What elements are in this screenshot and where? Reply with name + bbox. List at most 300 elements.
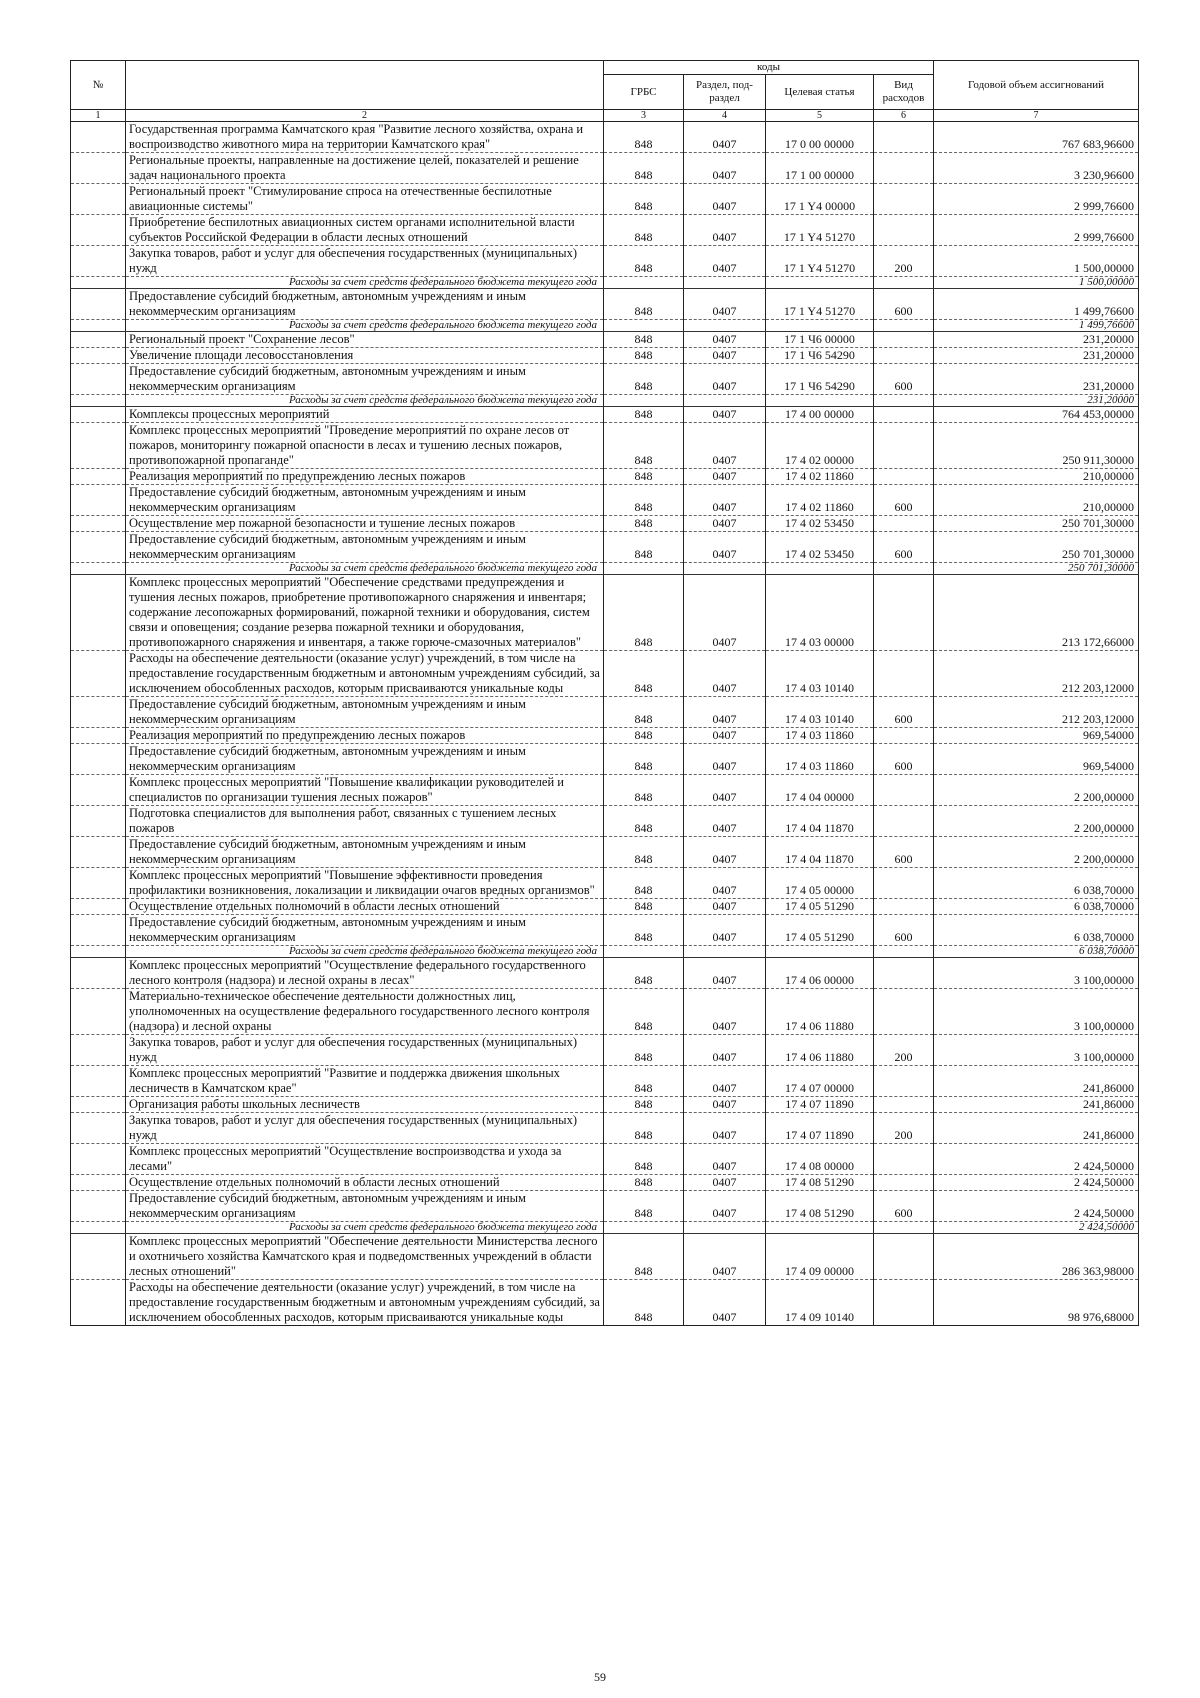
table-row — [71, 1035, 1139, 1066]
amount-cell: 241,86000 — [934, 1066, 1139, 1097]
grbs-cell: 848 — [604, 516, 684, 532]
target-cell: 17 1 Ч6 54290 — [766, 364, 874, 395]
table-row — [71, 532, 1139, 563]
row-number-cell — [71, 485, 126, 516]
target-cell: 17 1 Y4 51270 — [766, 246, 874, 277]
row-name-cell: Осуществление отдельных полномочий в области лесных отношений — [126, 1175, 604, 1191]
target-cell: 17 4 02 11860 — [766, 485, 874, 516]
grbs-cell: 848 — [604, 532, 684, 563]
row-name-cell: Осуществление мер пожарной безопасности и тушение лесных пожаров — [126, 516, 604, 532]
vid-cell — [874, 946, 934, 958]
header-grbs: ГРБС — [604, 75, 684, 110]
target-cell: 17 4 00 00000 — [766, 407, 874, 423]
grbs-cell — [604, 1222, 684, 1234]
vid-cell — [874, 1097, 934, 1113]
razdel-cell: 0407 — [684, 485, 766, 516]
column-index: 7 — [934, 110, 1139, 122]
target-cell — [766, 563, 874, 575]
table-row — [71, 744, 1139, 775]
row-name-cell: Предоставление субсидий бюджетным, автономным учреждениям и иным некоммерческим организациям — [126, 485, 604, 516]
target-cell: 17 4 03 10140 — [766, 651, 874, 697]
razdel-cell: 0407 — [684, 1113, 766, 1144]
grbs-cell: 848 — [604, 184, 684, 215]
razdel-cell: 0407 — [684, 697, 766, 728]
table-row — [71, 184, 1139, 215]
row-number-cell — [71, 407, 126, 423]
target-cell: 17 4 04 11870 — [766, 837, 874, 868]
razdel-cell: 0407 — [684, 806, 766, 837]
target-cell: 17 4 08 51290 — [766, 1191, 874, 1222]
grbs-cell: 848 — [604, 469, 684, 485]
row-number-cell — [71, 575, 126, 651]
grbs-cell: 848 — [604, 215, 684, 246]
row-name-cell: Комплекс процессных мероприятий "Повышение эффективности проведения профилактики возникновения, локализации и ликвидации очагов вредных организмов" — [126, 868, 604, 899]
razdel-cell: 0407 — [684, 469, 766, 485]
row-number-cell — [71, 651, 126, 697]
table-row — [71, 122, 1139, 153]
razdel-cell: 0407 — [684, 1191, 766, 1222]
vid-cell — [874, 122, 934, 153]
row-number-cell — [71, 915, 126, 946]
funding-note-row — [71, 946, 1139, 958]
row-name-cell: Приобретение беспилотных авиационных систем органами исполнительной власти субъектов Российской Федерации в области лесных отношений — [126, 215, 604, 246]
header-no: № — [71, 61, 126, 110]
vid-cell — [874, 958, 934, 989]
razdel-cell: 0407 — [684, 215, 766, 246]
grbs-cell: 848 — [604, 1280, 684, 1326]
target-cell: 17 4 06 11880 — [766, 1035, 874, 1066]
razdel-cell: 0407 — [684, 246, 766, 277]
grbs-cell: 848 — [604, 1144, 684, 1175]
grbs-cell: 848 — [604, 744, 684, 775]
grbs-cell — [604, 277, 684, 289]
grbs-cell: 848 — [604, 332, 684, 348]
row-name-cell: Организация работы школьных лесничеств — [126, 1097, 604, 1113]
razdel-cell: 0407 — [684, 868, 766, 899]
grbs-cell: 848 — [604, 1035, 684, 1066]
row-name-cell: Увеличение площади лесовосстановления — [126, 348, 604, 364]
target-cell: 17 1 Y4 51270 — [766, 289, 874, 320]
razdel-cell — [684, 395, 766, 407]
razdel-cell: 0407 — [684, 122, 766, 153]
amount-cell: 1 500,00000 — [934, 277, 1139, 289]
target-cell: 17 4 05 51290 — [766, 915, 874, 946]
target-cell — [766, 1222, 874, 1234]
amount-cell: 2 424,50000 — [934, 1175, 1139, 1191]
amount-cell: 250 701,30000 — [934, 516, 1139, 532]
target-cell: 17 4 08 00000 — [766, 1144, 874, 1175]
razdel-cell — [684, 563, 766, 575]
row-number-cell — [71, 469, 126, 485]
column-index: 4 — [684, 110, 766, 122]
table-row — [71, 1113, 1139, 1144]
row-name-cell: Осуществление отдельных полномочий в области лесных отношений — [126, 899, 604, 915]
row-name-cell: Предоставление субсидий бюджетным, автономным учреждениям и иным некоммерческим организациям — [126, 744, 604, 775]
grbs-cell: 848 — [604, 485, 684, 516]
razdel-cell: 0407 — [684, 364, 766, 395]
row-number-cell — [71, 423, 126, 469]
table-row — [71, 215, 1139, 246]
vid-cell — [874, 215, 934, 246]
target-cell: 17 4 02 11860 — [766, 469, 874, 485]
target-cell: 17 4 08 51290 — [766, 1175, 874, 1191]
grbs-cell: 848 — [604, 837, 684, 868]
table-row — [71, 246, 1139, 277]
razdel-cell: 0407 — [684, 516, 766, 532]
target-cell: 17 4 05 51290 — [766, 899, 874, 915]
vid-cell — [874, 516, 934, 532]
row-number-cell — [71, 153, 126, 184]
razdel-cell: 0407 — [684, 775, 766, 806]
target-cell: 17 4 09 00000 — [766, 1234, 874, 1280]
grbs-cell: 848 — [604, 246, 684, 277]
funding-note-row — [71, 320, 1139, 332]
target-cell: 17 4 07 11890 — [766, 1113, 874, 1144]
target-cell — [766, 946, 874, 958]
amount-cell: 2 200,00000 — [934, 806, 1139, 837]
grbs-cell — [604, 946, 684, 958]
row-number-cell — [71, 532, 126, 563]
table-row — [71, 485, 1139, 516]
vid-cell — [874, 775, 934, 806]
header-vid: Вид расходов — [874, 75, 934, 110]
razdel-cell: 0407 — [684, 915, 766, 946]
row-number-cell — [71, 946, 126, 958]
vid-cell: 600 — [874, 697, 934, 728]
row-name-cell: Закупка товаров, работ и услуг для обеспечения государственных (муниципальных) нужд — [126, 1035, 604, 1066]
amount-cell: 250 911,30000 — [934, 423, 1139, 469]
amount-cell: 6 038,70000 — [934, 868, 1139, 899]
column-index: 1 — [71, 110, 126, 122]
vid-cell: 600 — [874, 364, 934, 395]
row-number-cell — [71, 899, 126, 915]
amount-cell: 3 230,96600 — [934, 153, 1139, 184]
razdel-cell: 0407 — [684, 958, 766, 989]
column-index: 3 — [604, 110, 684, 122]
vid-cell — [874, 1175, 934, 1191]
table-row — [71, 469, 1139, 485]
grbs-cell: 848 — [604, 1113, 684, 1144]
razdel-cell: 0407 — [684, 989, 766, 1035]
row-number-cell — [71, 806, 126, 837]
vid-cell: 600 — [874, 289, 934, 320]
vid-cell: 600 — [874, 532, 934, 563]
row-number-cell — [71, 744, 126, 775]
grbs-cell: 848 — [604, 899, 684, 915]
amount-cell: 250 701,30000 — [934, 563, 1139, 575]
table-row — [71, 364, 1139, 395]
vid-cell — [874, 1222, 934, 1234]
grbs-cell: 848 — [604, 989, 684, 1035]
vid-cell — [874, 575, 934, 651]
grbs-cell: 848 — [604, 868, 684, 899]
razdel-cell: 0407 — [684, 423, 766, 469]
target-cell: 17 4 03 00000 — [766, 575, 874, 651]
grbs-cell: 848 — [604, 1097, 684, 1113]
grbs-cell: 848 — [604, 1175, 684, 1191]
target-cell: 17 4 03 11860 — [766, 728, 874, 744]
target-cell: 17 4 06 00000 — [766, 958, 874, 989]
amount-cell: 213 172,66000 — [934, 575, 1139, 651]
target-cell — [766, 395, 874, 407]
row-name-cell: Предоставление субсидий бюджетным, автономным учреждениям и иным некоммерческим организациям — [126, 837, 604, 868]
budget-table — [70, 60, 1139, 1326]
table-row — [71, 899, 1139, 915]
amount-cell: 241,86000 — [934, 1113, 1139, 1144]
row-number-cell — [71, 320, 126, 332]
budget-table-sheet — [70, 60, 1138, 1326]
razdel-cell: 0407 — [684, 289, 766, 320]
amount-cell: 2 424,50000 — [934, 1144, 1139, 1175]
funding-note-row — [71, 277, 1139, 289]
amount-cell: 764 453,00000 — [934, 407, 1139, 423]
vid-cell — [874, 320, 934, 332]
row-number-cell — [71, 563, 126, 575]
row-number-cell — [71, 332, 126, 348]
header-razdel: Раздел, под-раздел — [684, 75, 766, 110]
vid-cell: 200 — [874, 1113, 934, 1144]
amount-cell: 3 100,00000 — [934, 989, 1139, 1035]
razdel-cell: 0407 — [684, 728, 766, 744]
table-row — [71, 1097, 1139, 1113]
table-row — [71, 407, 1139, 423]
table-row — [71, 915, 1139, 946]
row-name-cell: Комплексы процессных мероприятий — [126, 407, 604, 423]
row-number-cell — [71, 1097, 126, 1113]
amount-cell: 231,20000 — [934, 395, 1139, 407]
grbs-cell: 848 — [604, 958, 684, 989]
row-name-cell: Комплекс процессных мероприятий "Повышение квалификации руководителей и специалистов по организации тушения лесных пожаров" — [126, 775, 604, 806]
amount-cell: 3 100,00000 — [934, 1035, 1139, 1066]
vid-cell — [874, 806, 934, 837]
vid-cell: 200 — [874, 1035, 934, 1066]
razdel-cell: 0407 — [684, 575, 766, 651]
grbs-cell: 848 — [604, 364, 684, 395]
razdel-cell: 0407 — [684, 407, 766, 423]
row-name-cell: Расходы на обеспечение деятельности (оказание услуг) учреждений, в том числе на предоставление государственным бюджетным и автономным учреждениям субсидий, за исключением обособленных расходов, которым присваиваются уникальные коды — [126, 1280, 604, 1326]
budget-rows — [71, 122, 1139, 1326]
grbs-cell: 848 — [604, 775, 684, 806]
amount-cell: 98 976,68000 — [934, 1280, 1139, 1326]
row-number-cell — [71, 1175, 126, 1191]
row-name-cell: Расходы на обеспечение деятельности (оказание услуг) учреждений, в том числе на предоставление государственным бюджетным и автономным учреждениям субсидий, за исключением обособленных расходов, которым присваиваются уникальные коды — [126, 651, 604, 697]
row-name-cell: Предоставление субсидий бюджетным, автономным учреждениям и иным некоммерческим организациям — [126, 532, 604, 563]
row-number-cell — [71, 868, 126, 899]
row-number-cell — [71, 277, 126, 289]
razdel-cell: 0407 — [684, 1280, 766, 1326]
row-number-cell — [71, 775, 126, 806]
table-row — [71, 1280, 1139, 1326]
table-row — [71, 1191, 1139, 1222]
grbs-cell: 848 — [604, 806, 684, 837]
table-row — [71, 651, 1139, 697]
column-index: 5 — [766, 110, 874, 122]
grbs-cell: 848 — [604, 407, 684, 423]
target-cell: 17 4 09 10140 — [766, 1280, 874, 1326]
amount-cell: 2 999,76600 — [934, 215, 1139, 246]
amount-cell: 210,00000 — [934, 469, 1139, 485]
amount-cell: 231,20000 — [934, 332, 1139, 348]
razdel-cell: 0407 — [684, 184, 766, 215]
vid-cell — [874, 563, 934, 575]
row-name-cell: Расходы за счет средств федерального бюджета текущего года — [126, 320, 604, 332]
vid-cell — [874, 1234, 934, 1280]
amount-cell: 2 424,50000 — [934, 1191, 1139, 1222]
target-cell: 17 1 Y4 00000 — [766, 184, 874, 215]
table-row — [71, 516, 1139, 532]
razdel-cell: 0407 — [684, 744, 766, 775]
table-row — [71, 153, 1139, 184]
row-name-cell: Реализация мероприятий по предупреждению лесных пожаров — [126, 469, 604, 485]
amount-cell: 212 203,12000 — [934, 651, 1139, 697]
row-number-cell — [71, 837, 126, 868]
row-name-cell: Предоставление субсидий бюджетным, автономным учреждениям и иным некоммерческим организациям — [126, 697, 604, 728]
razdel-cell — [684, 1222, 766, 1234]
target-cell — [766, 277, 874, 289]
grbs-cell: 848 — [604, 915, 684, 946]
row-name-cell: Комплекс процессных мероприятий "Развитие и поддержка движения школьных лесничеств в Камчатском крае" — [126, 1066, 604, 1097]
razdel-cell: 0407 — [684, 1144, 766, 1175]
amount-cell: 1 499,76600 — [934, 320, 1139, 332]
amount-cell: 1 500,00000 — [934, 246, 1139, 277]
grbs-cell — [604, 395, 684, 407]
row-name-cell: Закупка товаров, работ и услуг для обеспечения государственных (муниципальных) нужд — [126, 246, 604, 277]
target-cell: 17 4 03 11860 — [766, 744, 874, 775]
table-row — [71, 868, 1139, 899]
razdel-cell: 0407 — [684, 1035, 766, 1066]
table-row — [71, 806, 1139, 837]
target-cell: 17 4 02 53450 — [766, 516, 874, 532]
vid-cell: 600 — [874, 485, 934, 516]
table-row — [71, 989, 1139, 1035]
razdel-cell — [684, 320, 766, 332]
vid-cell — [874, 1144, 934, 1175]
razdel-cell: 0407 — [684, 837, 766, 868]
table-row — [71, 1175, 1139, 1191]
row-number-cell — [71, 1234, 126, 1280]
razdel-cell — [684, 277, 766, 289]
row-number-cell — [71, 516, 126, 532]
row-name-cell: Подготовка специалистов для выполнения работ, связанных с тушением лесных пожаров — [126, 806, 604, 837]
row-number-cell — [71, 989, 126, 1035]
vid-cell — [874, 899, 934, 915]
amount-cell: 2 424,50000 — [934, 1222, 1139, 1234]
table-row — [71, 423, 1139, 469]
target-cell: 17 1 Ч6 00000 — [766, 332, 874, 348]
razdel-cell: 0407 — [684, 332, 766, 348]
amount-cell: 2 999,76600 — [934, 184, 1139, 215]
vid-cell — [874, 1066, 934, 1097]
amount-cell: 250 701,30000 — [934, 532, 1139, 563]
table-row — [71, 1144, 1139, 1175]
header-codes: коды — [604, 61, 934, 75]
vid-cell: 200 — [874, 246, 934, 277]
row-name-cell: Региональные проекты, направленные на достижение целей, показателей и решение задач национального проекта — [126, 153, 604, 184]
row-name-cell: Государственная программа Камчатского края "Развитие лесного хозяйства, охрана и воспроизводство животного мира на территории Камчатского края" — [126, 122, 604, 153]
row-number-cell — [71, 289, 126, 320]
grbs-cell: 848 — [604, 1191, 684, 1222]
grbs-cell: 848 — [604, 289, 684, 320]
vid-cell — [874, 469, 934, 485]
table-row — [71, 837, 1139, 868]
amount-cell: 210,00000 — [934, 485, 1139, 516]
target-cell: 17 4 05 00000 — [766, 868, 874, 899]
target-cell: 17 4 02 00000 — [766, 423, 874, 469]
razdel-cell: 0407 — [684, 651, 766, 697]
razdel-cell: 0407 — [684, 1175, 766, 1191]
grbs-cell: 848 — [604, 1234, 684, 1280]
row-name-cell: Комплекс процессных мероприятий "Обеспечение средствами предупреждения и тушения лесных пожаров, приобретение противопожарного снаряжения и инвентаря; содержание лесопожарных формирований, пожарной техники и оборудования, систем связи и оповещения; создание резерва пожарной техники и оборудования, противопожарного снаряжения и инвентаря, а также горюче-смазочных материалов" — [126, 575, 604, 651]
vid-cell: 600 — [874, 1191, 934, 1222]
razdel-cell: 0407 — [684, 1066, 766, 1097]
row-name-cell: Предоставление субсидий бюджетным, автономным учреждениям и иным некоммерческим организациям — [126, 915, 604, 946]
grbs-cell: 848 — [604, 575, 684, 651]
grbs-cell: 848 — [604, 651, 684, 697]
row-number-cell — [71, 697, 126, 728]
vid-cell: 600 — [874, 915, 934, 946]
amount-cell: 2 200,00000 — [934, 837, 1139, 868]
row-name-cell: Расходы за счет средств федерального бюджета текущего года — [126, 1222, 604, 1234]
row-name-cell: Расходы за счет средств федерального бюджета текущего года — [126, 946, 604, 958]
vid-cell — [874, 277, 934, 289]
table-row — [71, 348, 1139, 364]
table-row — [71, 1066, 1139, 1097]
amount-cell: 231,20000 — [934, 364, 1139, 395]
target-cell: 17 1 Y4 51270 — [766, 215, 874, 246]
razdel-cell: 0407 — [684, 348, 766, 364]
target-cell: 17 4 07 00000 — [766, 1066, 874, 1097]
razdel-cell: 0407 — [684, 153, 766, 184]
target-cell: 17 4 02 53450 — [766, 532, 874, 563]
row-number-cell — [71, 215, 126, 246]
grbs-cell — [604, 563, 684, 575]
header-annual: Годовой объем ассигнований — [934, 61, 1139, 110]
vid-cell — [874, 1280, 934, 1326]
table-row — [71, 697, 1139, 728]
row-number-cell — [71, 728, 126, 744]
amount-cell: 231,20000 — [934, 348, 1139, 364]
target-cell: 17 4 07 11890 — [766, 1097, 874, 1113]
grbs-cell: 848 — [604, 423, 684, 469]
target-cell: 17 4 03 10140 — [766, 697, 874, 728]
table-row — [71, 775, 1139, 806]
row-number-cell — [71, 958, 126, 989]
razdel-cell: 0407 — [684, 1097, 766, 1113]
vid-cell — [874, 423, 934, 469]
target-cell: 17 4 06 11880 — [766, 989, 874, 1035]
amount-cell: 241,86000 — [934, 1097, 1139, 1113]
target-cell: 17 1 00 00000 — [766, 153, 874, 184]
row-name-cell: Региональный проект "Сохранение лесов" — [126, 332, 604, 348]
row-number-cell — [71, 1191, 126, 1222]
target-cell: 17 0 00 00000 — [766, 122, 874, 153]
row-number-cell — [71, 1144, 126, 1175]
razdel-cell: 0407 — [684, 1234, 766, 1280]
vid-cell — [874, 153, 934, 184]
table-row — [71, 1234, 1139, 1280]
vid-cell — [874, 728, 934, 744]
table-row — [71, 332, 1139, 348]
row-number-cell — [71, 364, 126, 395]
table-row — [71, 958, 1139, 989]
target-cell: 17 4 04 11870 — [766, 806, 874, 837]
amount-cell: 1 499,76600 — [934, 289, 1139, 320]
amount-cell: 3 100,00000 — [934, 958, 1139, 989]
vid-cell — [874, 184, 934, 215]
row-number-cell — [71, 1113, 126, 1144]
row-name-cell: Закупка товаров, работ и услуг для обеспечения государственных (муниципальных) нужд — [126, 1113, 604, 1144]
grbs-cell — [604, 320, 684, 332]
